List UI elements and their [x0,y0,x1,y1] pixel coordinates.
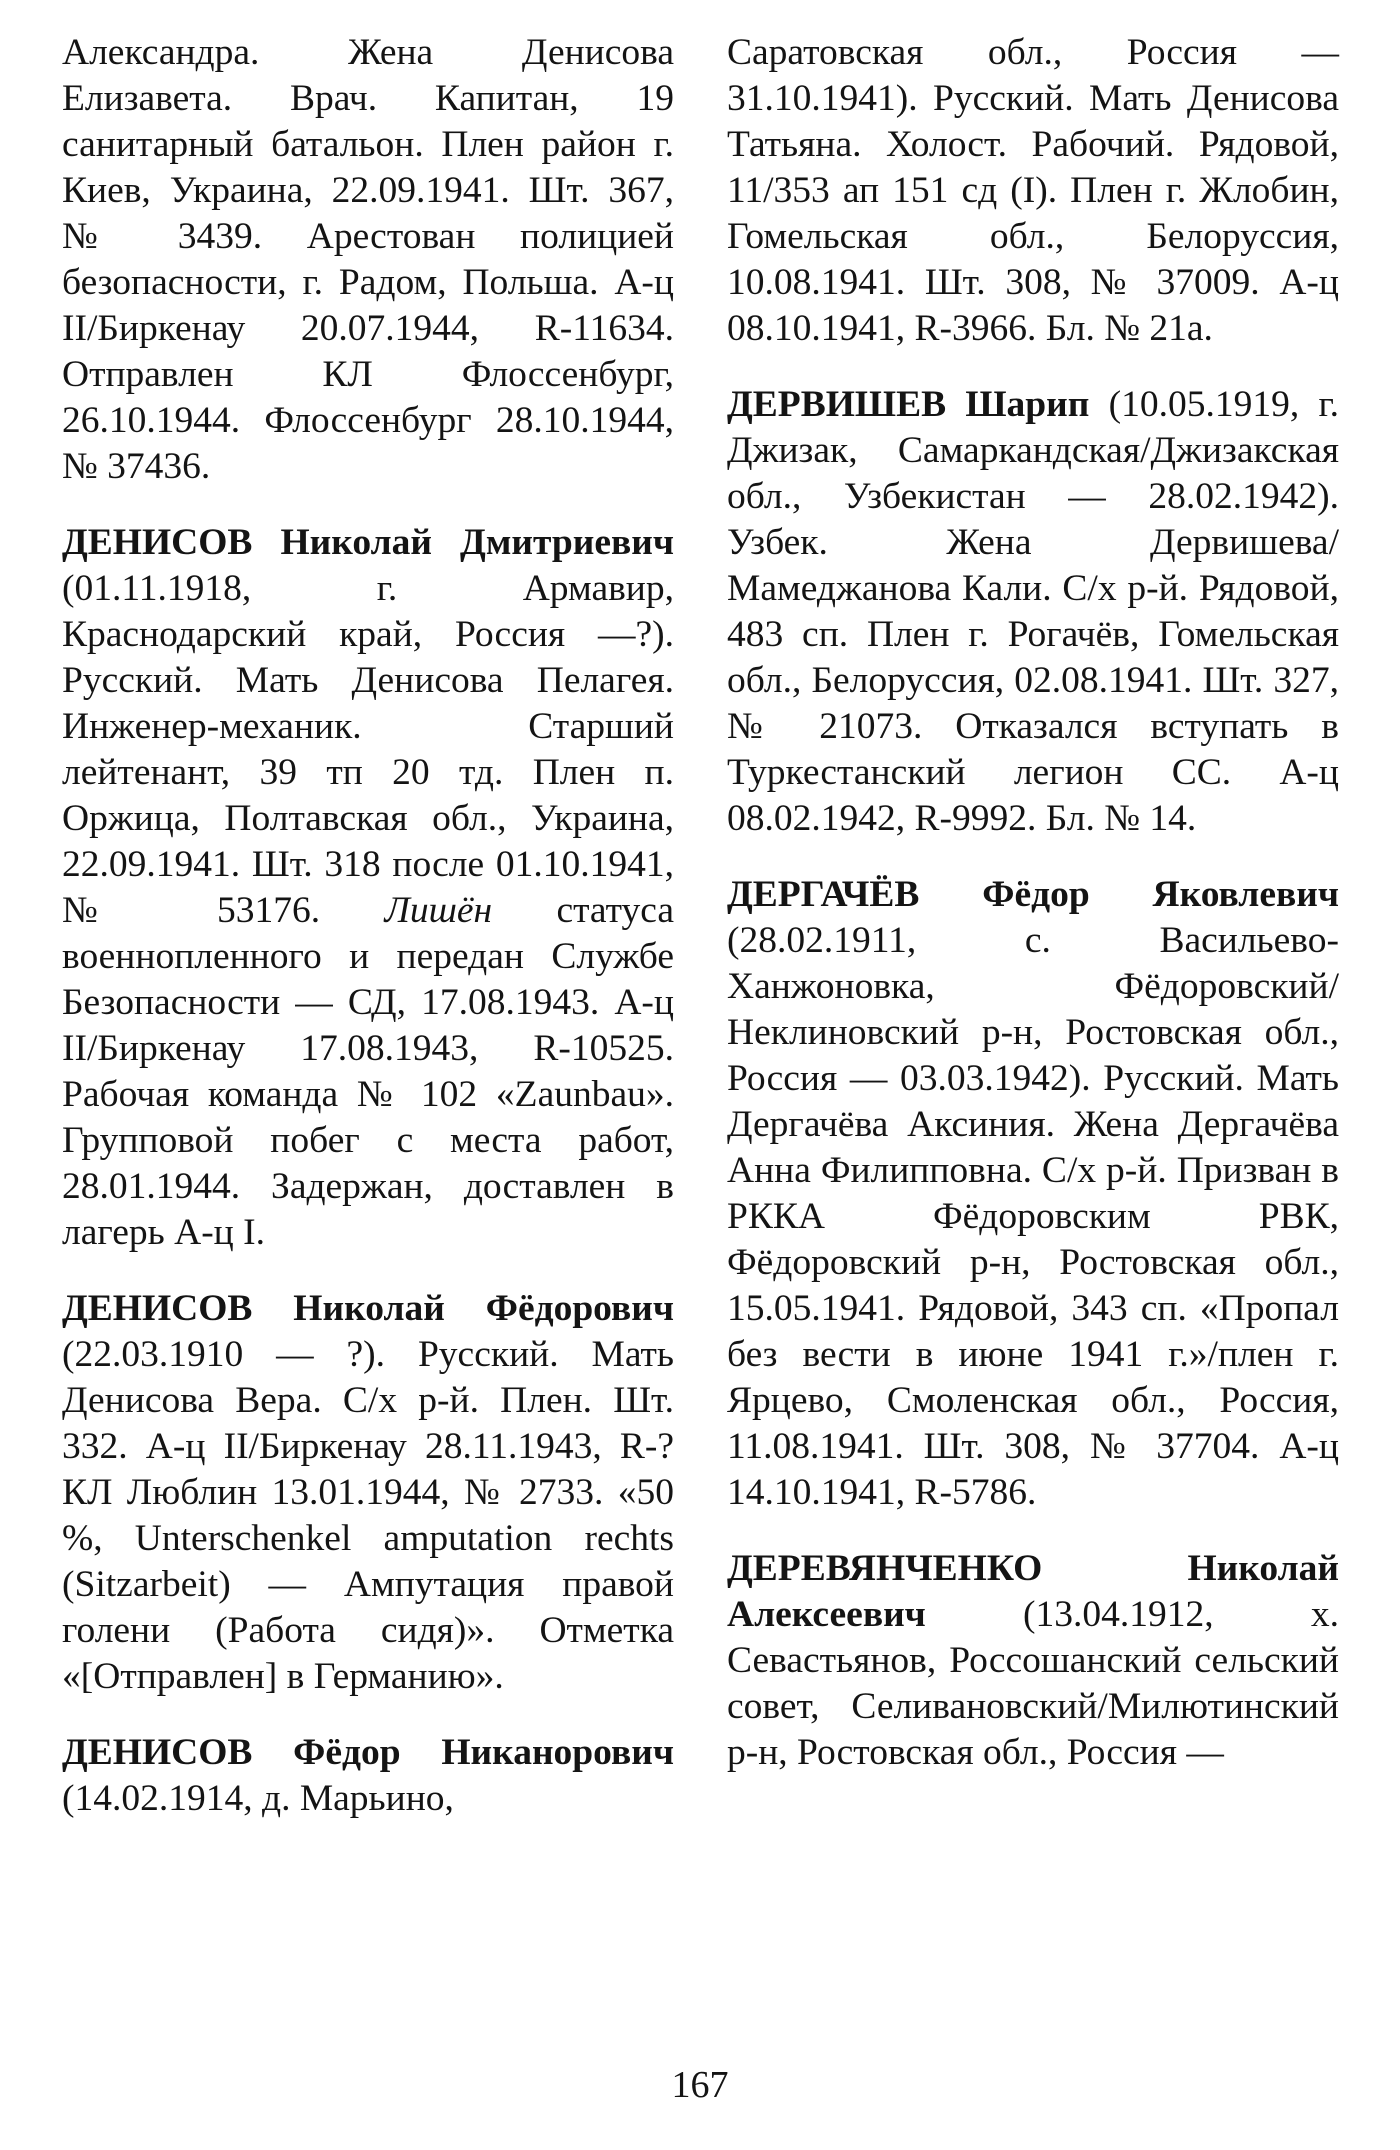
entry-heading: ДЕНИСОВ Николай Дмитриевич [62,522,674,563]
page-number: 167 [671,2064,729,2106]
entry-text: (22.03.1910 — ?). Русский. Мать Денисова Вера. С/х р-й. Плен. Шт. 332. А-ц II/Биркенау 28.11.1943, R-? КЛ Люблин 13.01.1944, № 2733. «50 %, Unterschenkel amputation rechts (Sitzarbeit) — Ампутация правой голени (Работа сидя)». Отметка «[Отправлен] в Германию». [62,1334,674,1697]
entry-denisov-fedor-nikanorovich [62,1730,674,1822]
right-column [727,30,1339,1776]
entry-text: (10.05.1919, г. Джизак, Самаркандская/Джизакская обл., Узбекистан — 28.02.1942). Узбек. Жена Дервишева/Мамеджанова Кали. С/х р-й. Рядовой, 483 сп. Плен г. Рогачёв, Гомельская обл., Белоруссия, 02.08.1941. Шт. 327, № 21073. Отказался вступать в Туркестанский легион СС. А-ц 08.02.1942, R-9992. Бл. № 14. [727,384,1339,839]
entry-heading: ДЕРЕВЯНЧЕНКО Николай Алексеевич [727,1548,1339,1635]
entry-heading: ДЕРГАЧЁВ Фёдор Яковлевич [727,874,1339,915]
entry-text: (14.02.1914, д. Марьино, [62,1778,454,1819]
entry-text: Александра. Жена Денисова Елизавета. Врач. Капитан, 19 санитарный батальон. Плен район г. Киев, Украина, 22.09.1941. Шт. 367, № 3439. Арестован полицией безопасности, г. Радом, Польша. А-ц II/Биркенау 20.07.1944, R-11634. Отправлен КЛ Флоссенбург, 26.10.1944. Флоссенбург 28.10.1944, № 37436. [62,32,674,487]
entry-text: (28.02.1911, с. Васильево-Ханжоновка, Фёдоровский/Неклиновский р-н, Ростовская обл., Россия — 03.03.1942). Русский. Мать Дергачёва Аксиния. Жена Дергачёва Анна Филипповна. С/х р-й. Призван в РККА Фёдоровским РВК, Фёдоровский р-н, Ростовская обл., 15.05.1941. Рядовой, 343 сп. «Пропал без вести в июне 1941 г.»/плен г. Ярцево, Смоленская обл., Россия, 11.08.1941. Шт. 308, № 37704. А-ц 14.10.1941, R-5786. [727,920,1339,1513]
entry-text: (01.11.1918, г. Армавир, Краснодарский край, Россия —?). Русский. Мать Денисова Пелагея. Инженер-механик. Старший лейтенант, 39 тп 20 тд. Плен п. Оржица, Полтавская обл., Украина, 22.09.1941. Шт. 318 после 01.10.1941, № 53176. [62,568,674,931]
entry-denisov-nikolai-fedorovich [62,1286,674,1700]
entry-emphasis: Лишён [384,890,493,931]
entry-derevyanchenko-nikolai-alekseevich [727,1546,1339,1776]
entry-heading: ДЕНИСОВ Фёдор Никанорович [62,1732,674,1773]
entry-continuation [62,30,674,490]
entry-dervishev-sharip [727,382,1339,842]
entry-text: статуса военнопленного и передан Службе Безопасности — СД, 17.08.1943. А-ц II/Биркенау 17.08.1943, R-10525. Рабочая команда № 102 «Zaunbau». Групповой побег с места работ, 28.01.1944. Задержан, доставлен в лагерь А-ц I. [62,890,674,1253]
entry-continuation [727,30,1339,352]
entry-heading: ДЕНИСОВ Николай Фёдорович [62,1288,674,1329]
entry-text: (13.04.1912, х. Севастьянов, Россошанский сельский совет, Селивановский/Милютинский р-н, Ростовская обл., Россия — [727,1594,1339,1773]
entry-dergachev-fedor-yakovlevich [727,872,1339,1516]
entry-text: Саратовская обл., Россия — 31.10.1941). Русский. Мать Денисова Татьяна. Холост. Рабочий. Рядовой, 11/353 ап 151 сд (I). Плен г. Жлобин, Гомельская обл., Белоруссия, 10.08.1941. Шт. 308, № 37009. А-ц 08.10.1941, R-3966. Бл. № 21а. [727,32,1339,349]
left-column [62,30,674,1822]
entry-denisov-nikolai-dmitrievich [62,520,674,1256]
entry-heading: ДЕРВИШЕВ Шарип [727,384,1090,425]
